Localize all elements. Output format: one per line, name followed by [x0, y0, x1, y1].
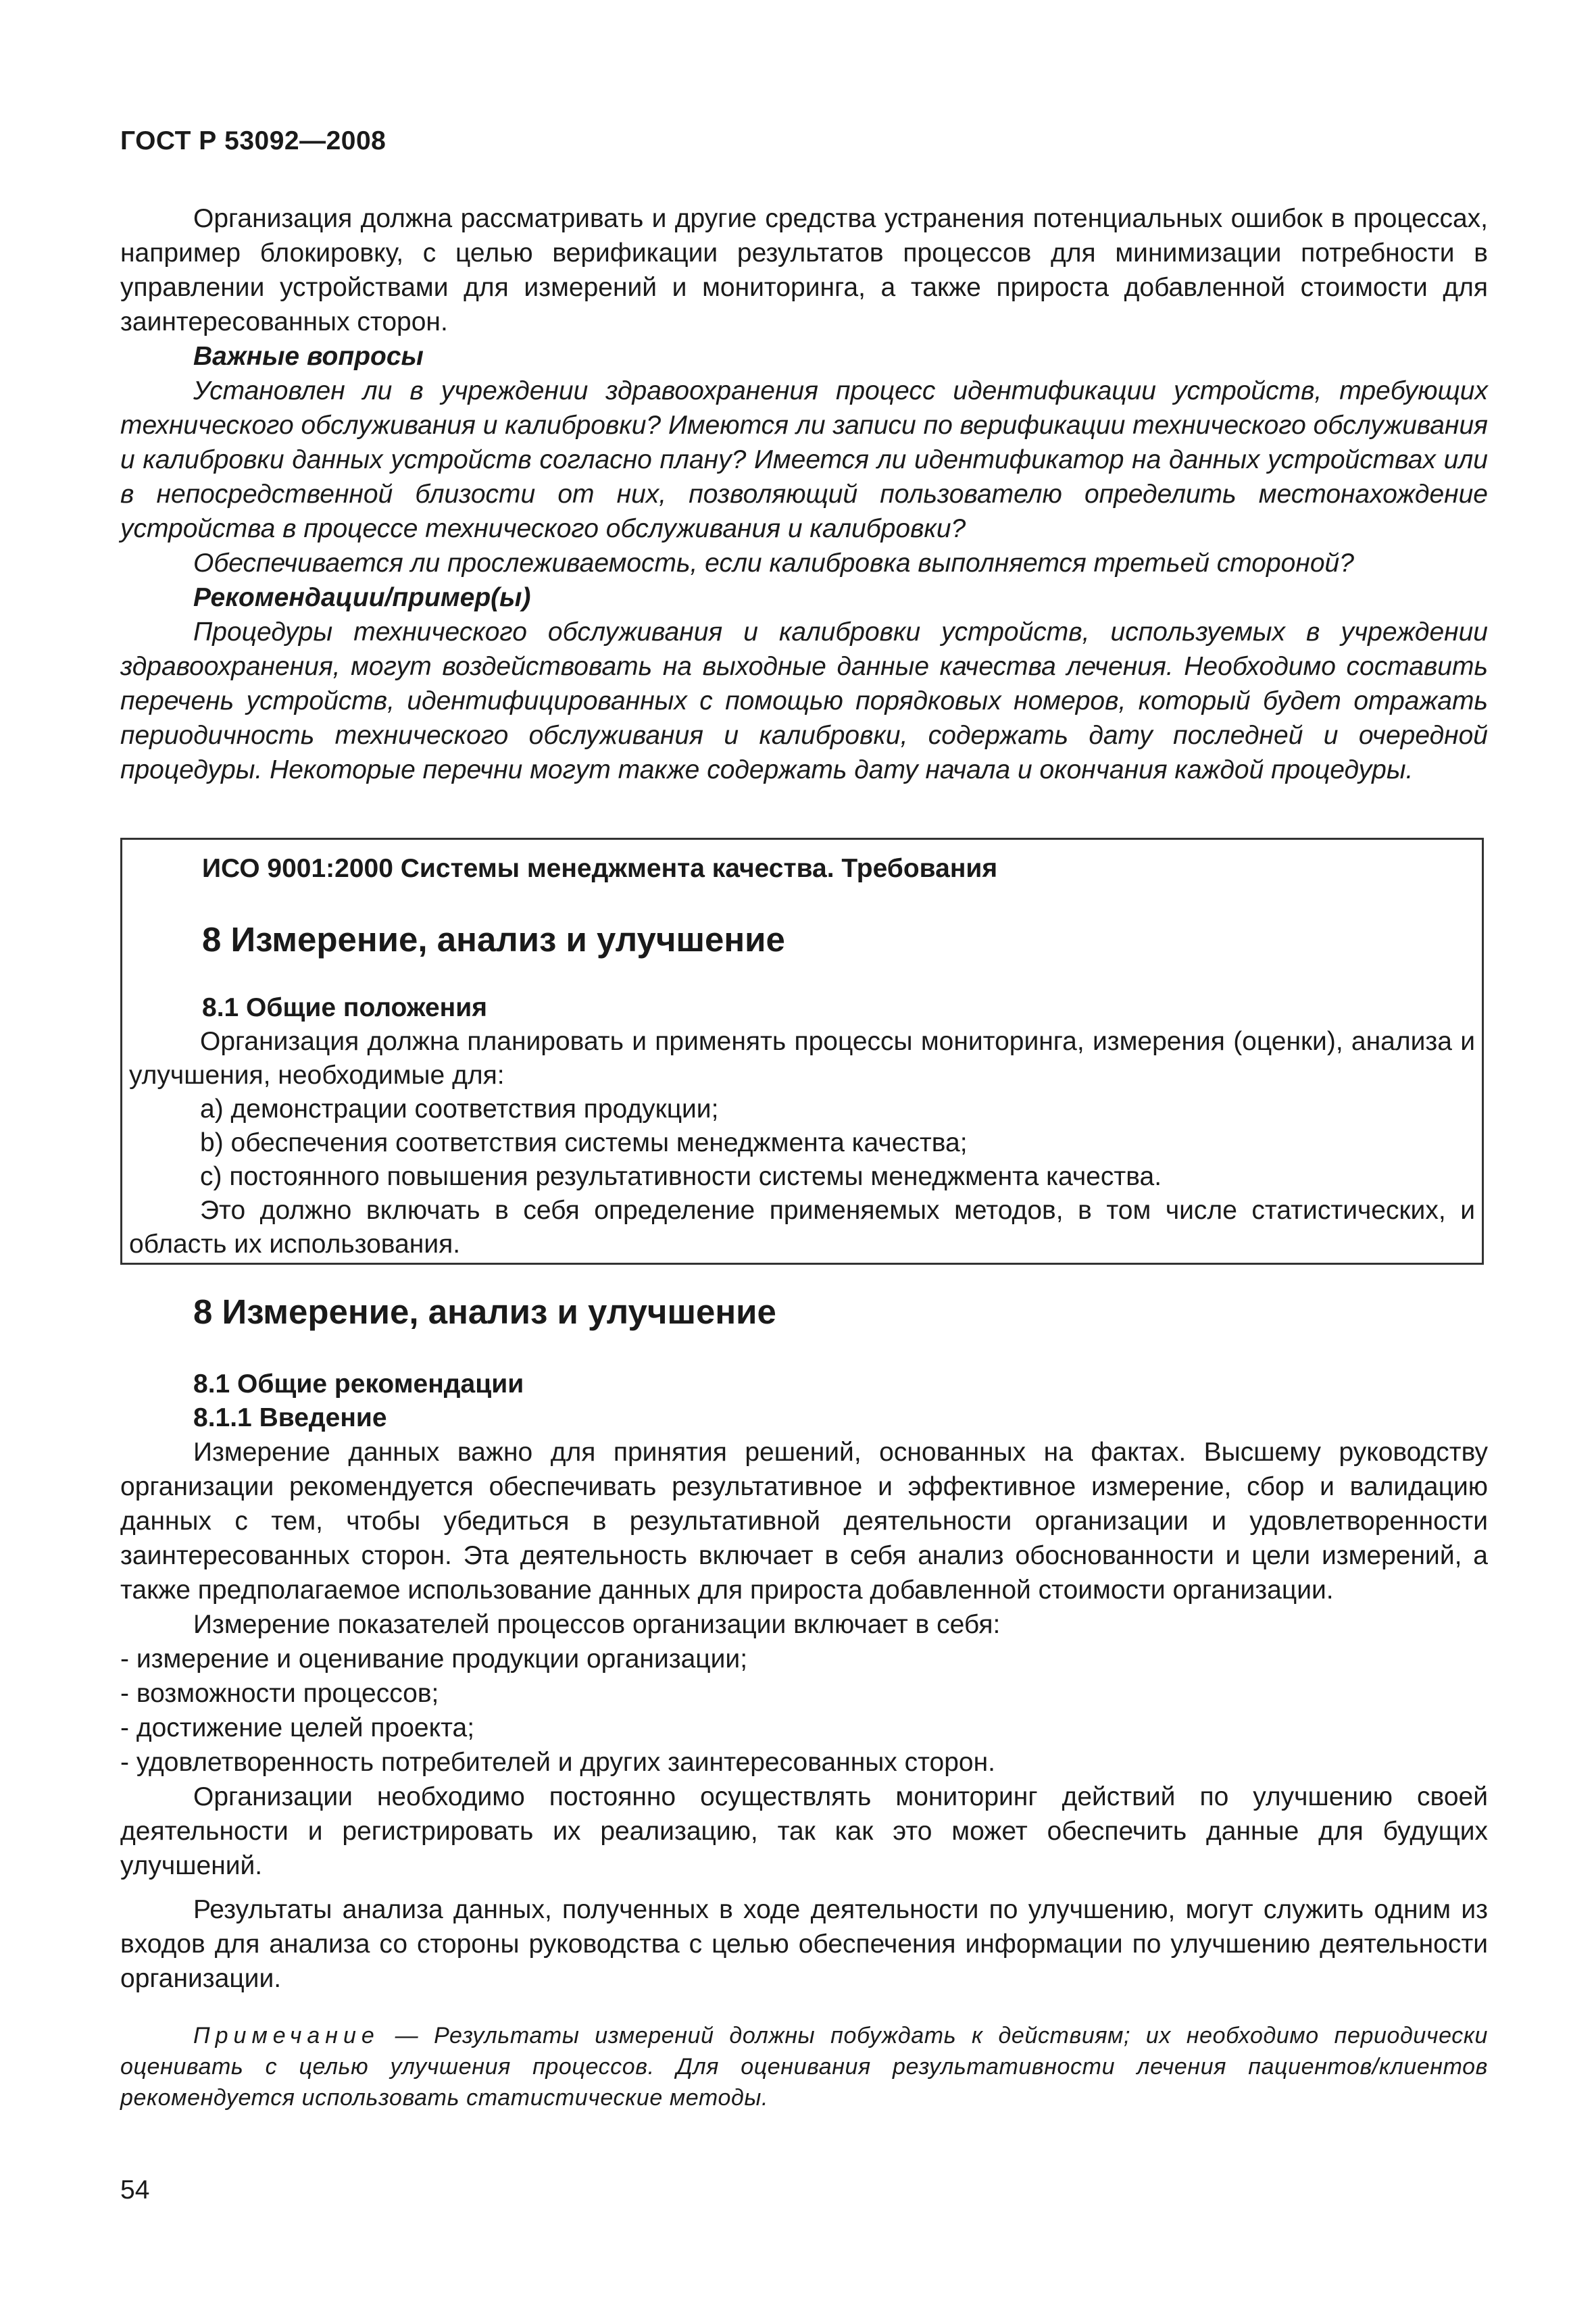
note-label: Примечание: [193, 2023, 380, 2048]
iso-section-title: 8 Измерение, анализ и улучшение: [202, 920, 785, 959]
subsubsection-title: 8.1.1 Введение: [193, 1403, 387, 1432]
iso-subsection-title: 8.1 Общие положения: [202, 993, 487, 1022]
list-item: - достижение целей проекта;: [120, 1713, 475, 1742]
intro-block: [120, 201, 1488, 787]
main-paragraph-3: Организации необходимо постоянно осуществлять мониторинг действий по улучшению своей деятельности и регистрировать их реализацию, так как это может обеспечить данные для будущих улучшений.: [120, 1782, 1488, 1880]
page-number: 54: [120, 2175, 150, 2205]
note: [120, 2020, 1488, 2113]
iso-requirements-box: [120, 838, 1484, 1265]
subsection-title: 8.1 Общие рекомендации: [193, 1369, 524, 1399]
list-item: - возможности процессов;: [120, 1679, 439, 1708]
document-code: ГОСТ Р 53092—2008: [120, 126, 386, 155]
iso-paragraph: Организация должна планировать и применять процессы мониторинга, измерения (оценки), анализа и улучшения, необходимые для:: [129, 1027, 1475, 1090]
section-title: 8 Измерение, анализ и улучшение: [193, 1292, 776, 1331]
main-paragraph-1: Измерение данных важно для принятия решений, основанных на фактах. Высшему руководству организации рекомендуется обеспечивать результативное и эффективное измерение, сбор и валидацию данных с тем, чтобы убедиться в результативной деятельности организации и удовлетворенности заинтересованных сторон. Эта деятельность включает в себя анализ обоснованности и цели измерений, а также предполагаемое использование данных для прироста добавленной стоимости организации.: [120, 1438, 1488, 1605]
questions-text-1: Установлен ли в учреждении здравоохранения процесс идентификации устройств, требующих технического обслуживания и калибровки? Имеются ли записи по верификации технического обслуживания и калибровки данных устройств согласно плану? Имеется ли идентификатор на данных устройствах или в непосредственной близости от них, позволяющий пользователю определить местонахождение устройства в процессе технического обслуживания и калибровки?: [120, 376, 1488, 543]
main-paragraph-2: Измерение показателей процессов организации включает в себя:: [193, 1610, 1001, 1639]
questions-text-2: Обеспечивается ли прослеживаемость, если калибровка выполняется третьей стороной?: [193, 549, 1354, 578]
recommendations-heading: Рекомендации/пример(ы): [193, 583, 531, 612]
main-paragraph-4: Результаты анализа данных, полученных в ходе деятельности по улучшению, могут служить одним из входов для анализа со стороны руководства с целью обеспечения информации по улучшению деятельности организации.: [120, 1895, 1488, 1993]
main-section: [120, 1292, 1488, 2113]
iso-item-a: a) демонстрации соответствия продукции;: [200, 1095, 719, 1124]
recommendations-text: Процедуры технического обслуживания и калибровки устройств, используемых в учреждении здравоохранения, могут воздействовать на выходные данные качества лечения. Необходимо составить перечень устройств, идентифицированных с помощью порядковых номеров, который будет отражать периодичность технического обслуживания и калибровки, содержать дату последней и очередной процедуры. Некоторые перечни могут также содержать дату начала и окончания каждой процедуры.: [120, 618, 1488, 784]
questions-heading: Важные вопросы: [193, 342, 424, 371]
iso-closing: Это должно включать в себя определение применяемых методов, в том числе статистических, и область их использования.: [129, 1196, 1475, 1259]
iso-item-b: b) обеспечения соответствия системы менеджмента качества;: [200, 1128, 968, 1157]
intro-paragraph: Организация должна рассматривать и другие средства устранения потенциальных ошибок в процессах, например блокировку, с целью верификации результатов процессов для минимизации потребности в управлении устройствами для измерений и мониторинга, а также прироста добавленной стоимости для заинтересованных сторон.: [120, 204, 1488, 336]
note-text: — Результаты измерений должны побуждать к действиям; их необходимо периодически оценивать с целью улучшения процессов. Для оценивания результативности лечения пациентов/клиентов рекомендуется использовать статистические методы.: [120, 2023, 1488, 2111]
iso-item-c: c) постоянного повышения результативности системы менеджмента качества.: [200, 1162, 1162, 1191]
list-item: - измерение и оценивание продукции организации;: [120, 1644, 748, 1674]
list-item: - удовлетворенность потребителей и других заинтересованных сторон.: [120, 1748, 995, 1777]
iso-box-caption: ИСО 9001:2000 Системы менеджмента качества. Требования: [202, 854, 998, 883]
